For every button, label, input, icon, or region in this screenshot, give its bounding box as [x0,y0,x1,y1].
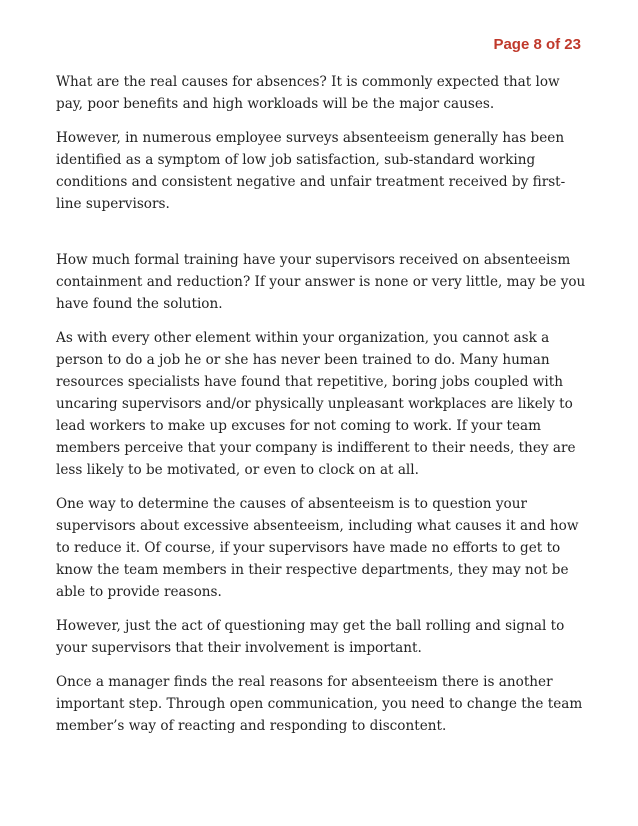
paragraph-real-causes: What are the real causes for absences? It is commonly expected that low pay, poor benefits and high workloads will be the major causes. [56,74,560,112]
paragraph-employee-surveys: However, in numerous employee surveys absenteeism generally has been identified as a symptom of low job satisfaction, sub-standard working conditions and consistent negative and unfair treatment received by first-line supervisors. [56,130,566,212]
paragraph-organization-training: As with every other element within your organization, you cannot ask a person to do a job he or she has never been trained to do. Many human resources specialists have found that repetitive, boring jobs coupled with uncaring supervisors and/or physically unpleasant workplaces are likely to lead workers to make up excuses for not coming to work. If your team members perceive that your company is indifferent to their needs, they are less likely to be motivated, or even to clock on at all. [56,330,576,478]
paragraph-determine-causes: One way to determine the causes of absenteeism is to question your supervisors about excessive absenteeism, including what causes it and how to reduce it. Of course, if your supervisors have made no efforts to get to know the team members in their respective departments, they may not be able to provide reasons. [56,496,579,600]
document-body [56,71,586,749]
paragraph-questioning: However, just the act of questioning may get the ball rolling and signal to your supervisors that their involvement is important. [56,618,565,656]
paragraph-open-communication: Once a manager finds the real reasons for absenteeism there is another important step. Through open communication, you need to change the team member’s way of reacting and responding to discontent. [56,674,583,734]
page-number-label: Page 8 of 23 [493,36,581,53]
paragraph-formal-training: How much formal training have your supervisors received on absenteeism containment and reduction? If your answer is none or very little, may be you have found the solution. [56,252,586,312]
